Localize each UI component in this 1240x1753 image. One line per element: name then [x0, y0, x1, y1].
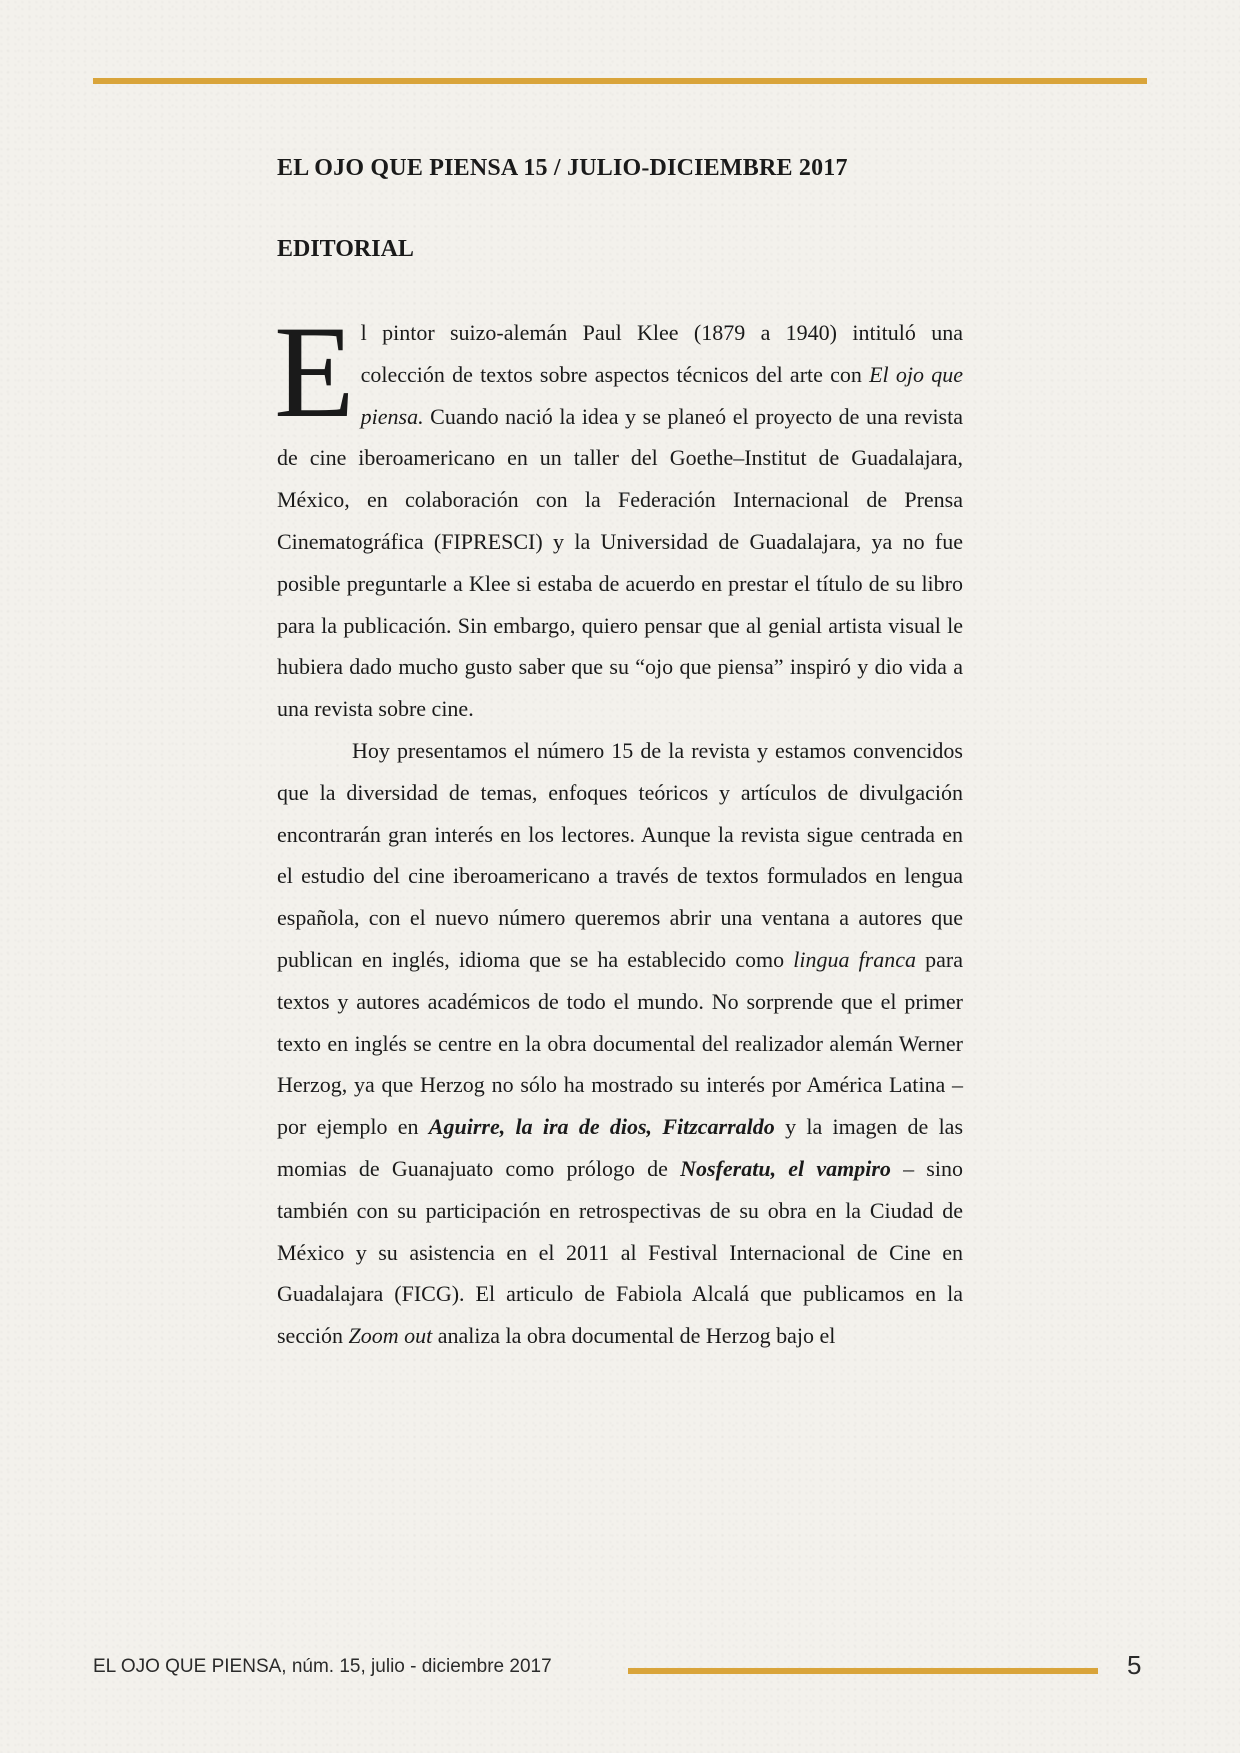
- footer-citation: EL OJO QUE PIENSA, núm. 15, julio - diciembre 2017: [93, 1656, 552, 1677]
- film-title-fitzcarraldo: Fitzcarraldo: [662, 1114, 775, 1140]
- paragraph-2: [277, 730, 963, 1357]
- paragraph-2-text-g: y la imagen de las momias de Guanajuato como prólogo de: [277, 1114, 964, 1181]
- paragraph-1: [274, 298, 963, 730]
- book-title-italic: El ojo que piensa.: [360, 361, 963, 429]
- article-content: [274, 150, 964, 1357]
- top-accent-rule: [93, 78, 1147, 84]
- paragraph-1-text-c: Cuando nació la idea y se planeó el proyecto de una revista de cine iberoamericano en un taller del Goethe–Institut de Guadalajara, México, en colaboración con la Federación Internacional de Prensa Cinematográfica (FIPRESCI) y la Universidad de Guadalajara, ya no fue posible preguntarle a Klee si estaba de acuerdo en prestar el título de su libro para la publicación. Sin embargo, quiero pensar que al genial artista visual le hubiera dado mucho gusto saber que su “ojo que piensa” inspiró y dio vida a una revista sobre cine.: [277, 403, 963, 722]
- film-title-nosferatu: Nosferatu, el vampiro: [680, 1155, 891, 1181]
- lingua-franca-italic: lingua franca: [793, 946, 917, 972]
- section-title: EDITORIAL: [277, 236, 414, 262]
- comma-separator: ,: [646, 1114, 663, 1140]
- section-name-zoom-out: Zoom out: [348, 1323, 433, 1349]
- journal-heading: EL OJO QUE PIENSA 15 / JULIO-DICIEMBRE 2017: [277, 155, 848, 181]
- footer-accent-rule: [628, 1668, 1098, 1674]
- page-number: 5: [1127, 1650, 1142, 1680]
- paragraph-1-text-a: l pintor suizo-alemán Paul Klee (1879 a 1940) intituló una colección de textos sobre aspectos técnicos del arte con: [360, 320, 963, 387]
- paragraph-2-text-a: Hoy presentamos el número 15 de la revista y estamos convencidos que la diversidad de temas, enfoques teóricos y artículos de divulgación encontrarán gran interés en los lectores. Aunque la revista sigue centrada en el estudio del cine iberoamericano a través de textos formulados en lengua española, con el nuevo número queremos abrir una ventana a autores que publican en inglés, idioma que se ha establecido como: [277, 737, 963, 972]
- paragraph-2-text-c: para textos y autores académicos de todo el mundo. No sorprende que el primer texto en inglés se centre en la obra documental del realizador alemán Werner Herzog, ya que Herzog no sólo ha mostrado su interés por América Latina – por ejemplo en: [277, 946, 963, 1140]
- paragraph-2-text-k: analiza la obra documental de Herzog bajo el: [432, 1323, 836, 1349]
- drop-cap: E: [274, 298, 355, 445]
- film-title-aguirre: Aguirre, la ira de dios: [428, 1114, 647, 1140]
- paragraph-2-text-i: – sino también con su participación en retrospectivas de su obra en la Ciudad de México y su asistencia en el 2011 al Festival Internacional de Cine en Guadalajara (FICG). El articulo de Fabiola Alcalá que publicamos en la sección: [277, 1155, 963, 1349]
